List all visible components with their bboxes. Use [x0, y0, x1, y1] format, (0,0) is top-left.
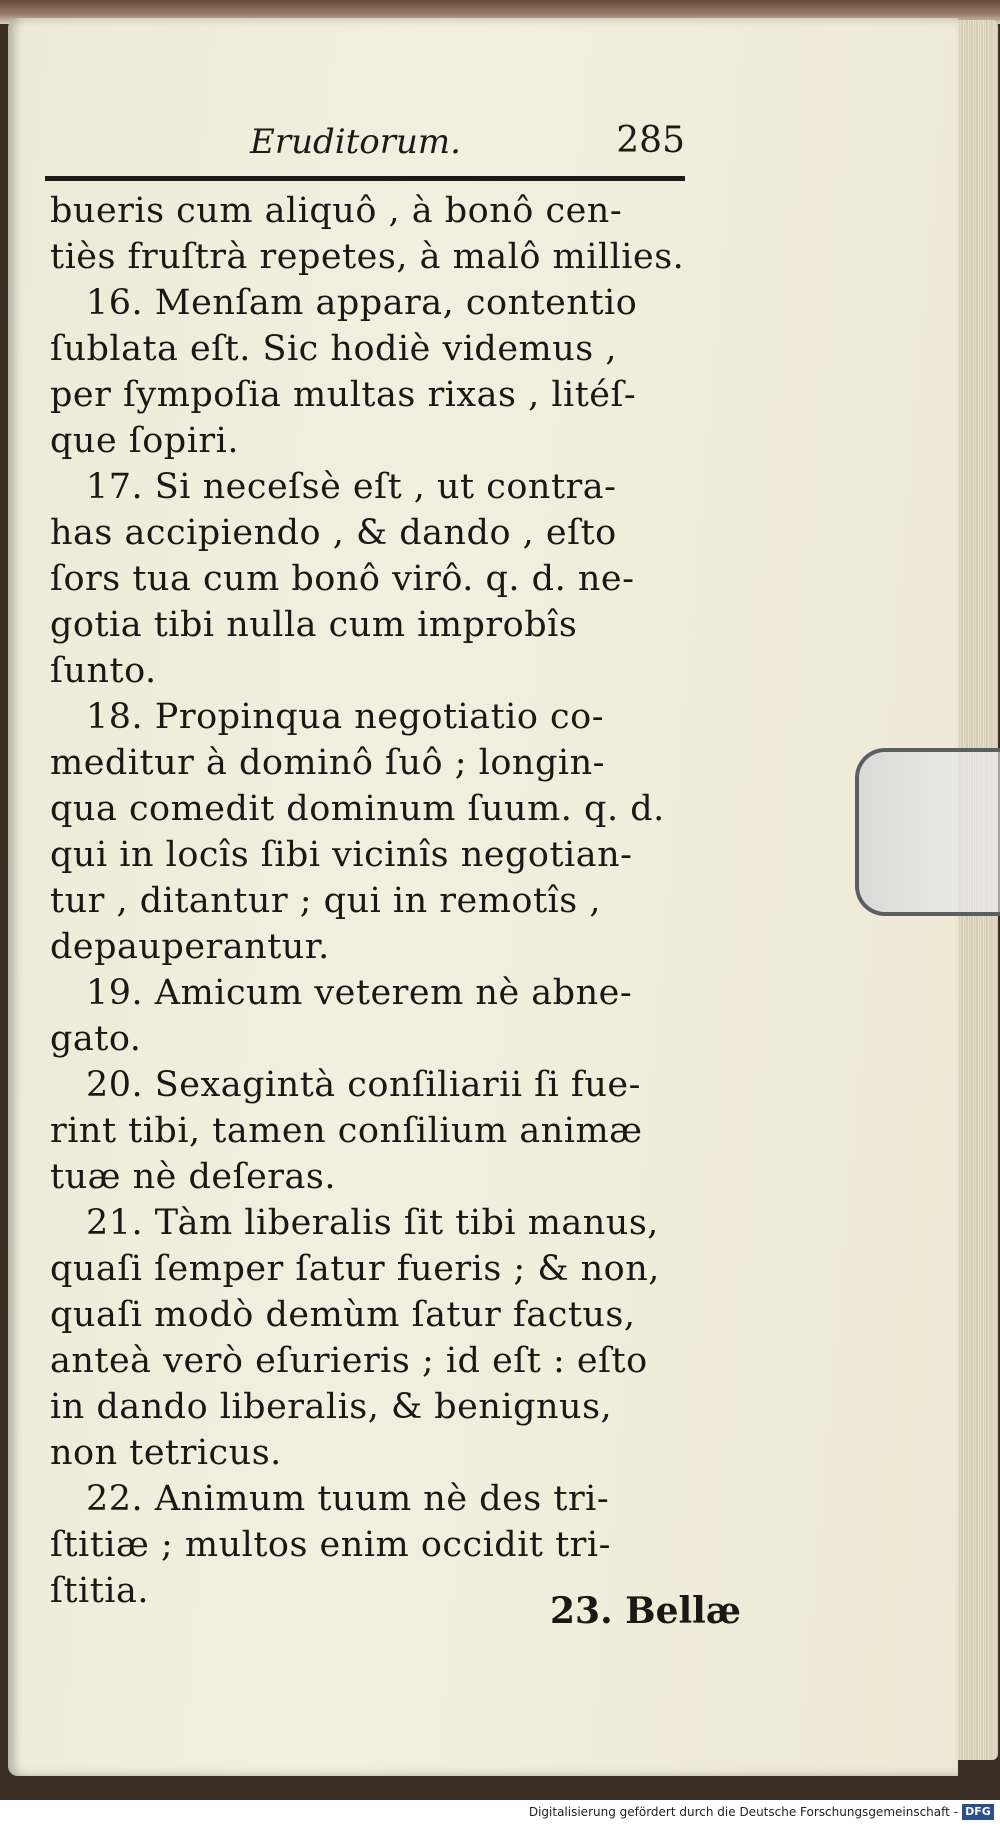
text-line: 19. Amicum veterem nè abne- [86, 973, 633, 1013]
text-line: rint tibi, tamen conſilium animæ [50, 1111, 643, 1151]
text-line: quaſi ſemper ſatur fueris ; & non, [50, 1249, 660, 1289]
text-line: 22. Animum tuum nè des tri- [86, 1479, 610, 1519]
text-line: ſublata eſt. Sic hodiè videmus , [50, 329, 617, 369]
text-line: anteà verò eſurieris ; id eſt : eſto [50, 1341, 648, 1381]
text-line: in dando liberalis, & benignus, [50, 1387, 613, 1427]
text-line: gotia tibi nulla cum improbîs [50, 605, 578, 645]
text-line: ſunto. [50, 651, 157, 691]
text-line: non tetricus. [50, 1433, 282, 1473]
text-line: per ſympoſia multas rixas , litéſ- [50, 375, 637, 415]
text-line: tiès fruſtrà repetes, à malô millies. [50, 237, 685, 277]
text-line: tur , ditantur ; qui in remotîs , [50, 881, 601, 921]
text-line: bueris cum aliquô , à bonô cen- [50, 191, 623, 231]
text-line: quaſi modò demùm ſatur factus, [50, 1295, 636, 1335]
running-head: Eruditorum. [250, 122, 461, 162]
funding-credit: Digitalisierung gefördert durch die Deutsche Forschungsgemeinschaft - [528, 1805, 958, 1819]
text-line: qua comedit dominum ſuum. q. d. [50, 789, 665, 829]
text-line: qui in locîs ſibi vicinîs negotian- [50, 835, 633, 875]
body-text [50, 188, 690, 1614]
page-clip [855, 748, 1000, 916]
text-line: gato. [50, 1019, 142, 1059]
text-line: has accipiendo , & dando , eſto [50, 513, 617, 553]
page-number: 285 [616, 120, 685, 161]
text-line: ſtitia. [50, 1571, 149, 1611]
text-line: ſors tua cum bonô virô. q. d. ne- [50, 559, 635, 599]
dfg-logo-icon: DFG [962, 1804, 994, 1820]
catchword: 23. Bellæ [550, 1590, 741, 1632]
digitization-footer [0, 1800, 1000, 1827]
text-line: 18. Propinqua negotiatio co- [86, 697, 605, 737]
header-rule [45, 176, 685, 181]
text-line: tuæ nè deſeras. [50, 1157, 336, 1197]
page-header [45, 122, 685, 178]
text-line: 16. Menſam appara, contentio [86, 283, 638, 323]
text-line: 17. Si neceſsè eſt , ut contra- [86, 467, 617, 507]
text-line: 21. Tàm liberalis ſit tibi manus, [86, 1203, 659, 1243]
text-line: 20. Sexagintà conſiliarii ſi fue- [86, 1065, 641, 1105]
text-line: que ſopiri. [50, 421, 239, 461]
text-line: depauperantur. [50, 927, 330, 967]
text-line: ſtitiæ ; multos enim occidit tri- [50, 1525, 611, 1565]
text-line: meditur à dominô ſuô ; longin- [50, 743, 605, 783]
